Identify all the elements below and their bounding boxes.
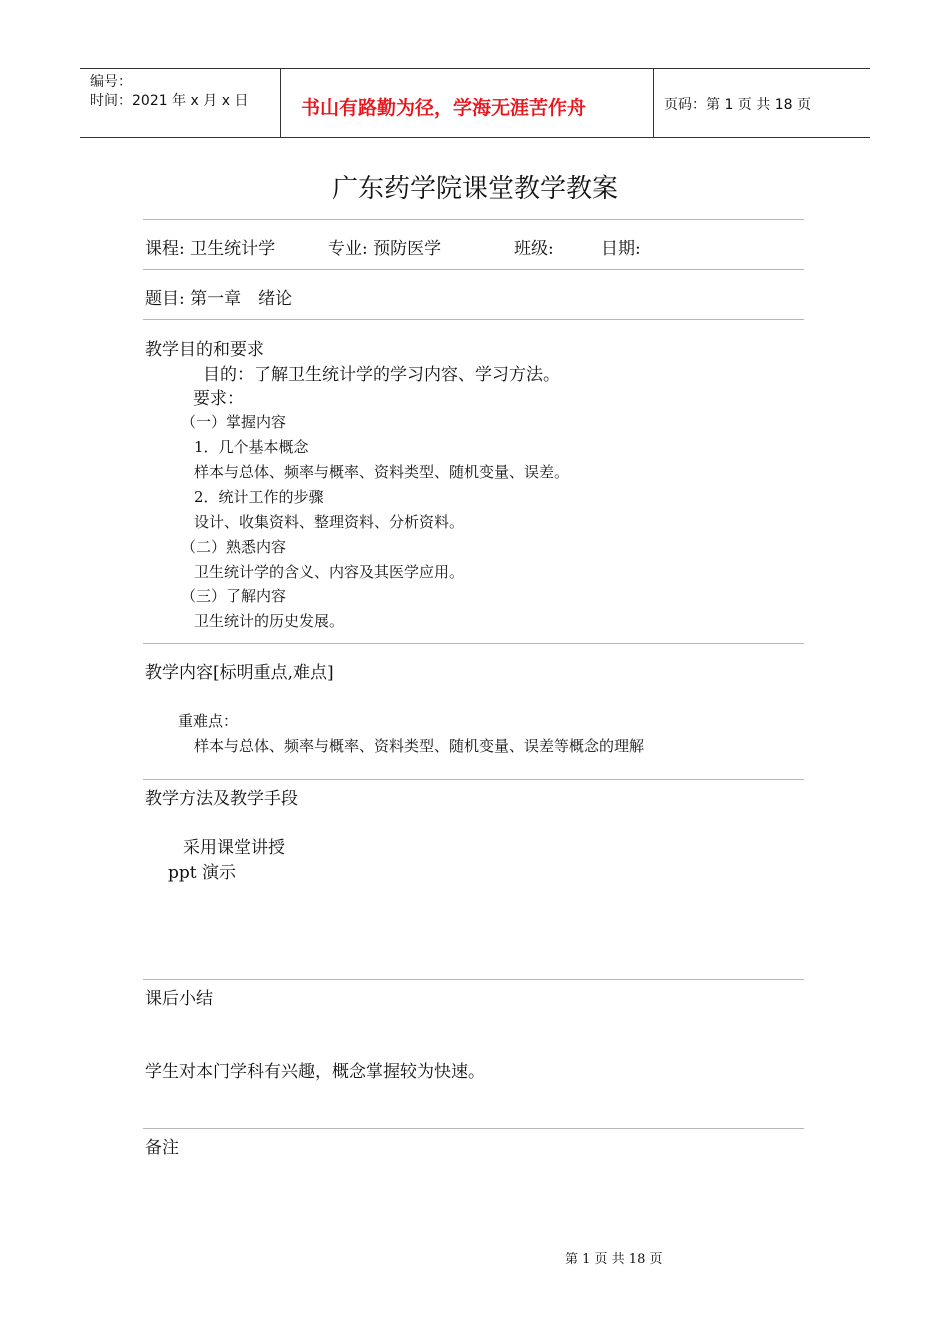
- page-label: 页码：第 1 页 共 18 页: [664, 97, 811, 113]
- divider: [143, 643, 804, 644]
- motto: 书山有路勤为径，学海无涯苦作舟: [301, 97, 587, 119]
- header-box: [80, 68, 870, 138]
- header-divider: [280, 69, 281, 137]
- divider: [143, 269, 804, 270]
- list-item: （一）掌握内容: [181, 413, 287, 431]
- requirements-label: 要求：: [193, 389, 244, 409]
- summary-text: 学生对本门学科有兴趣，概念掌握较为快速。: [145, 1062, 485, 1082]
- class-field: 班级:: [514, 239, 554, 259]
- date-field: 日期:: [601, 239, 641, 259]
- list-item: （三）了解内容: [181, 587, 287, 605]
- list-item: （二）熟悉内容: [181, 538, 287, 556]
- header-divider: [653, 69, 654, 137]
- list-item: 样本与总体、频率与概率、资料类型、随机变量、误差。: [194, 463, 570, 481]
- major-field: 专业: 预防医学: [328, 239, 442, 259]
- objectives-goal: 目的：了解卫生统计学的学习内容、学习方法。: [203, 365, 560, 385]
- content-heading: 教学内容[标明重点,难点]: [145, 663, 334, 683]
- notes-heading: 备注: [145, 1138, 179, 1158]
- list-item: 2．统计工作的步骤: [194, 488, 324, 506]
- divider: [143, 219, 804, 220]
- time-label: 时间：2021 年 x 月 x 日: [90, 93, 249, 109]
- objectives-heading: 教学目的和要求: [145, 340, 264, 360]
- divider: [143, 779, 804, 780]
- list-item: 卫生统计的历史发展。: [194, 612, 345, 630]
- list-item: 1．几个基本概念: [194, 438, 309, 456]
- list-item: 卫生统计学的含义、内容及其医学应用。: [194, 563, 465, 581]
- key-points-label: 重难点：: [178, 712, 239, 730]
- divider: [143, 1128, 804, 1129]
- key-points-text: 样本与总体、频率与概率、资料类型、随机变量、误差等概念的理解: [194, 737, 645, 755]
- number-label: 编号：: [90, 74, 132, 90]
- methods-line: ppt 演示: [168, 863, 236, 883]
- course-field: 课程: 卫生统计学: [145, 239, 276, 259]
- divider: [143, 319, 804, 320]
- page-title: 广东药学院课堂教学教案: [331, 174, 618, 204]
- methods-heading: 教学方法及教学手段: [145, 789, 298, 809]
- methods-line: 采用课堂讲授: [183, 838, 285, 858]
- topic: 题目: 第一章 绪论: [145, 289, 293, 309]
- divider: [143, 979, 804, 980]
- summary-heading: 课后小结: [145, 989, 213, 1009]
- page-footer: 第 1 页 共 18 页: [565, 1252, 663, 1267]
- list-item: 设计、收集资料、整理资料、分析资料。: [194, 513, 465, 531]
